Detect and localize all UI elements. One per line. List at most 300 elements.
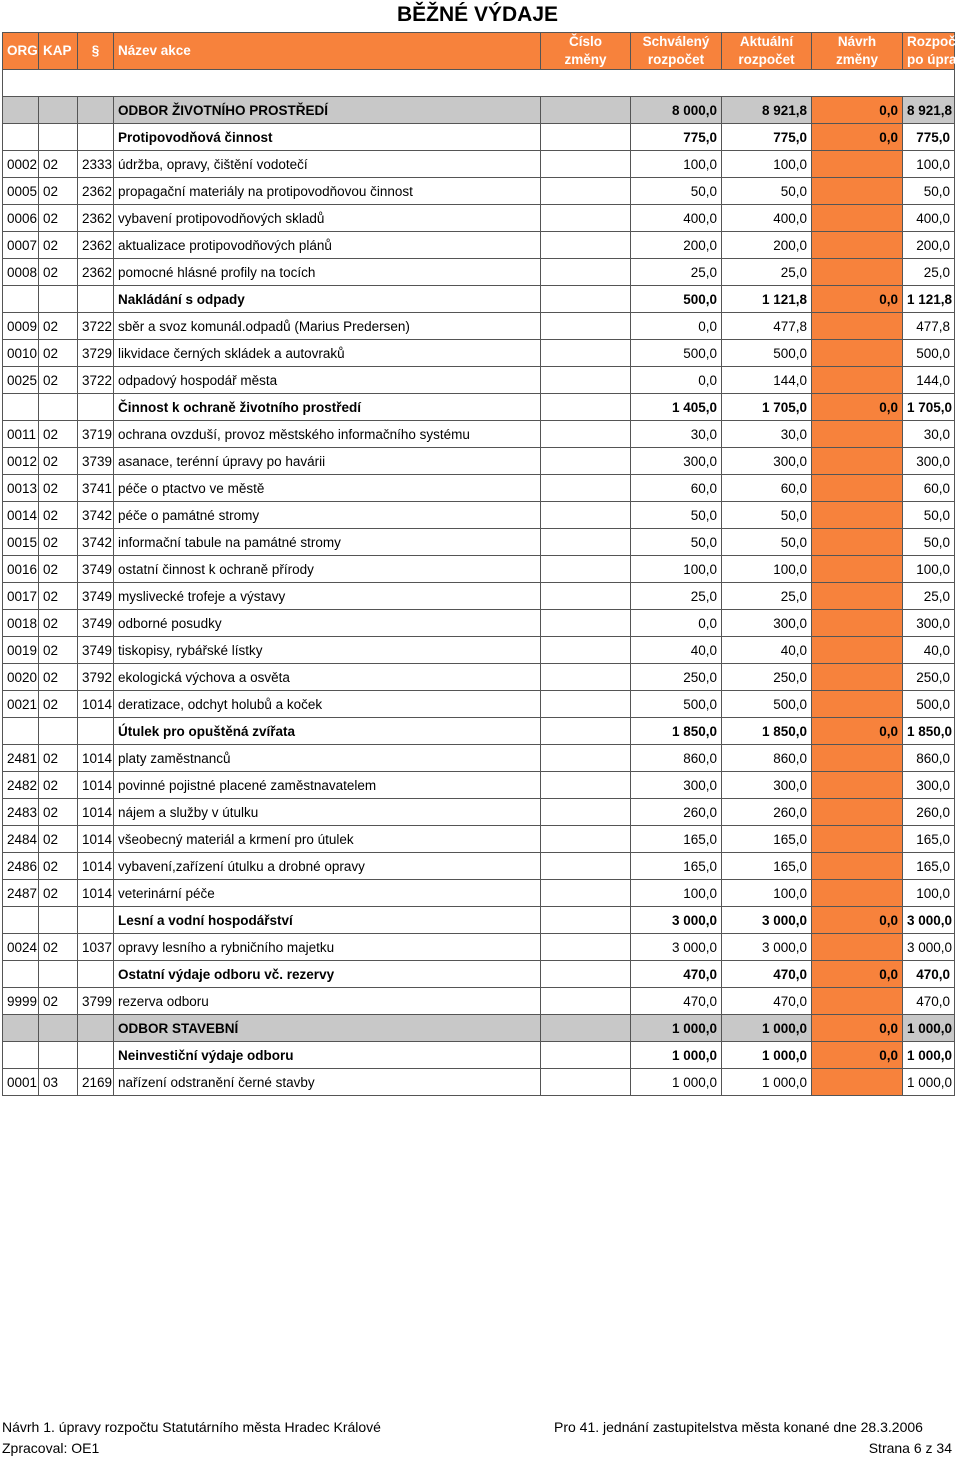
item-name-cell: všeobecný materiál a krmení pro útulek	[114, 826, 541, 853]
current-budget-cell: 470,0	[722, 961, 812, 988]
adjusted-budget-cell: 50,0	[903, 502, 955, 529]
paragraph-cell: 2333	[78, 151, 114, 178]
approved-budget-cell: 200,0	[631, 232, 722, 259]
current-budget-cell: 1 000,0	[722, 1042, 812, 1069]
current-budget-cell: 260,0	[722, 799, 812, 826]
adjusted-budget-cell: 8 921,8	[903, 97, 955, 124]
org-cell: 0010	[3, 340, 39, 367]
current-budget-cell: 165,0	[722, 853, 812, 880]
header-adjusted-budget: Rozpočet po úpravě	[903, 33, 955, 70]
approved-budget-cell: 165,0	[631, 826, 722, 853]
proposed-change-cell: 0,0	[812, 961, 903, 988]
proposed-change-cell: 0,0	[812, 286, 903, 313]
current-budget-cell: 30,0	[722, 421, 812, 448]
paragraph-cell: 3739	[78, 448, 114, 475]
change-number-cell	[541, 151, 631, 178]
approved-budget-cell: 0,0	[631, 367, 722, 394]
item-name-cell: likvidace černých skládek a autovraků	[114, 340, 541, 367]
adjusted-budget-cell: 1 121,8	[903, 286, 955, 313]
paragraph-cell: 3749	[78, 637, 114, 664]
change-number-cell	[541, 232, 631, 259]
paragraph-cell: 3722	[78, 313, 114, 340]
paragraph-cell: 3729	[78, 340, 114, 367]
proposed-change-cell	[812, 421, 903, 448]
footer-author: Zpracoval: OE1	[2, 1440, 100, 1456]
proposed-change-cell	[812, 799, 903, 826]
adjusted-budget-cell: 25,0	[903, 583, 955, 610]
adjusted-budget-cell: 1 000,0	[903, 1015, 955, 1042]
org-cell: 0007	[3, 232, 39, 259]
proposed-change-cell	[812, 340, 903, 367]
org-cell: 0011	[3, 421, 39, 448]
department-name-cell: ODBOR ŽIVOTNÍHO PROSTŘEDÍ	[114, 97, 541, 124]
table-row	[3, 610, 955, 637]
header-proposed-change: Návrh změny	[812, 33, 903, 70]
adjusted-budget-cell: 30,0	[903, 421, 955, 448]
org-cell: 0015	[3, 529, 39, 556]
change-number-cell	[541, 772, 631, 799]
item-name-cell: asanace, terénní úpravy po havárii	[114, 448, 541, 475]
section-name-cell: Útulek pro opuštěná zvířata	[114, 718, 541, 745]
kap-cell: 02	[39, 556, 78, 583]
table-row	[3, 367, 955, 394]
item-name-cell: ostatní činnost k ochraně přírody	[114, 556, 541, 583]
proposed-change-cell	[812, 529, 903, 556]
org-cell: 0013	[3, 475, 39, 502]
approved-budget-cell: 30,0	[631, 421, 722, 448]
kap-cell	[39, 97, 78, 124]
org-cell: 0012	[3, 448, 39, 475]
page-title: BĚŽNÉ VÝDAJE	[396, 3, 559, 26]
item-name-cell: vybavení,zařízení útulku a drobné opravy	[114, 853, 541, 880]
paragraph-cell: 1014	[78, 691, 114, 718]
table-row	[3, 691, 955, 718]
approved-budget-cell: 500,0	[631, 340, 722, 367]
adjusted-budget-cell: 1 705,0	[903, 394, 955, 421]
current-budget-cell: 1 000,0	[722, 1069, 812, 1096]
change-number-cell	[541, 556, 631, 583]
table-row	[3, 340, 955, 367]
change-number-cell	[541, 286, 631, 313]
current-budget-cell: 1 850,0	[722, 718, 812, 745]
paragraph-cell: 3722	[78, 367, 114, 394]
approved-budget-cell: 40,0	[631, 637, 722, 664]
paragraph-cell	[78, 286, 114, 313]
proposed-change-cell: 0,0	[812, 718, 903, 745]
table-row	[3, 259, 955, 286]
table-row	[3, 313, 955, 340]
paragraph-cell: 1014	[78, 853, 114, 880]
proposed-change-cell: 0,0	[812, 1042, 903, 1069]
kap-cell: 03	[39, 1069, 78, 1096]
change-number-cell	[541, 367, 631, 394]
item-name-cell: ochrana ovzduší, provoz městského informačního systému	[114, 421, 541, 448]
kap-cell: 02	[39, 178, 78, 205]
paragraph-cell: 3741	[78, 475, 114, 502]
change-number-cell	[541, 961, 631, 988]
adjusted-budget-cell: 300,0	[903, 772, 955, 799]
kap-cell: 02	[39, 664, 78, 691]
adjusted-budget-cell: 50,0	[903, 529, 955, 556]
kap-cell: 02	[39, 259, 78, 286]
adjusted-budget-cell: 470,0	[903, 961, 955, 988]
kap-cell	[39, 1042, 78, 1069]
adjusted-budget-cell: 100,0	[903, 151, 955, 178]
change-number-cell	[541, 988, 631, 1015]
current-budget-cell: 400,0	[722, 205, 812, 232]
org-cell	[3, 718, 39, 745]
approved-budget-cell: 775,0	[631, 124, 722, 151]
adjusted-budget-cell: 165,0	[903, 826, 955, 853]
kap-cell: 02	[39, 610, 78, 637]
current-budget-cell: 1 121,8	[722, 286, 812, 313]
paragraph-cell	[78, 718, 114, 745]
adjusted-budget-cell: 200,0	[903, 232, 955, 259]
kap-cell	[39, 718, 78, 745]
change-number-cell	[541, 475, 631, 502]
proposed-change-cell	[812, 151, 903, 178]
paragraph-cell: 2169	[78, 1069, 114, 1096]
table-row	[3, 799, 955, 826]
paragraph-cell: 1014	[78, 826, 114, 853]
section-name-cell: Nakládání s odpady	[114, 286, 541, 313]
approved-budget-cell: 100,0	[631, 556, 722, 583]
approved-budget-cell: 1 405,0	[631, 394, 722, 421]
kap-cell: 02	[39, 880, 78, 907]
paragraph-cell: 3749	[78, 610, 114, 637]
org-cell: 2486	[3, 853, 39, 880]
adjusted-budget-cell: 260,0	[903, 799, 955, 826]
section-name-cell: Lesní a vodní hospodářství	[114, 907, 541, 934]
change-number-cell	[541, 448, 631, 475]
paragraph-cell	[78, 1042, 114, 1069]
current-budget-cell: 300,0	[722, 610, 812, 637]
org-cell: 2484	[3, 826, 39, 853]
kap-cell: 02	[39, 853, 78, 880]
current-budget-cell: 470,0	[722, 988, 812, 1015]
kap-cell: 02	[39, 637, 78, 664]
paragraph-cell	[78, 394, 114, 421]
paragraph-cell	[78, 124, 114, 151]
approved-budget-cell: 0,0	[631, 610, 722, 637]
section-name-cell: Činnost k ochraně životního prostředí	[114, 394, 541, 421]
table-row	[3, 664, 955, 691]
paragraph-cell: 3749	[78, 556, 114, 583]
adjusted-budget-cell: 250,0	[903, 664, 955, 691]
current-budget-cell: 165,0	[722, 826, 812, 853]
item-name-cell: myslivecké trofeje a výstavy	[114, 583, 541, 610]
kap-cell: 02	[39, 313, 78, 340]
approved-budget-cell: 470,0	[631, 988, 722, 1015]
kap-cell: 02	[39, 151, 78, 178]
paragraph-cell: 1014	[78, 772, 114, 799]
adjusted-budget-cell: 3 000,0	[903, 907, 955, 934]
kap-cell	[39, 286, 78, 313]
item-name-cell: ekologická výchova a osvěta	[114, 664, 541, 691]
org-cell: 0017	[3, 583, 39, 610]
proposed-change-cell	[812, 880, 903, 907]
header-paragraph	[78, 33, 114, 70]
item-name-cell: propagační materiály na protipovodňovou činnost	[114, 178, 541, 205]
paragraph-cell: 2362	[78, 205, 114, 232]
kap-cell	[39, 124, 78, 151]
adjusted-budget-cell: 500,0	[903, 691, 955, 718]
section-row	[3, 1042, 955, 1069]
paragraph-cell: 3799	[78, 988, 114, 1015]
section-name-cell: Protipovodňová činnost	[114, 124, 541, 151]
paragraph-cell: 1037	[78, 934, 114, 961]
kap-cell	[39, 907, 78, 934]
approved-budget-cell: 470,0	[631, 961, 722, 988]
current-budget-cell: 500,0	[722, 691, 812, 718]
item-name-cell: odpadový hospodář města	[114, 367, 541, 394]
proposed-change-cell	[812, 232, 903, 259]
proposed-change-cell	[812, 475, 903, 502]
current-budget-cell: 3 000,0	[722, 934, 812, 961]
paragraph-cell: 3749	[78, 583, 114, 610]
kap-cell: 02	[39, 340, 78, 367]
adjusted-budget-cell: 60,0	[903, 475, 955, 502]
kap-cell: 02	[39, 745, 78, 772]
table-row	[3, 988, 955, 1015]
current-budget-cell: 477,8	[722, 313, 812, 340]
org-cell	[3, 394, 39, 421]
kap-cell: 02	[39, 772, 78, 799]
table-row	[3, 151, 955, 178]
approved-budget-cell: 300,0	[631, 448, 722, 475]
proposed-change-cell	[812, 664, 903, 691]
adjusted-budget-cell: 300,0	[903, 448, 955, 475]
adjusted-budget-cell: 500,0	[903, 340, 955, 367]
proposed-change-cell: 0,0	[812, 97, 903, 124]
approved-budget-cell: 60,0	[631, 475, 722, 502]
proposed-change-cell: 0,0	[812, 907, 903, 934]
proposed-change-cell	[812, 772, 903, 799]
adjusted-budget-cell: 165,0	[903, 853, 955, 880]
change-number-cell	[541, 313, 631, 340]
adjusted-budget-cell: 50,0	[903, 178, 955, 205]
adjusted-budget-cell: 3 000,0	[903, 934, 955, 961]
item-name-cell: rezerva odboru	[114, 988, 541, 1015]
current-budget-cell: 1 000,0	[722, 1015, 812, 1042]
change-number-cell	[541, 178, 631, 205]
approved-budget-cell: 50,0	[631, 178, 722, 205]
paragraph-cell: 3742	[78, 502, 114, 529]
table-row	[3, 1069, 955, 1096]
approved-budget-cell: 100,0	[631, 880, 722, 907]
table-row	[3, 583, 955, 610]
item-name-cell: veterinární péče	[114, 880, 541, 907]
current-budget-cell: 50,0	[722, 529, 812, 556]
adjusted-budget-cell: 1 000,0	[903, 1069, 955, 1096]
change-number-cell	[541, 1015, 631, 1042]
change-number-cell	[541, 691, 631, 718]
current-budget-cell: 60,0	[722, 475, 812, 502]
kap-cell: 02	[39, 826, 78, 853]
section-row	[3, 394, 955, 421]
current-budget-cell: 200,0	[722, 232, 812, 259]
table-row	[3, 232, 955, 259]
department-row	[3, 97, 955, 124]
org-cell: 2487	[3, 880, 39, 907]
proposed-change-cell: 0,0	[812, 124, 903, 151]
kap-cell	[39, 394, 78, 421]
proposed-change-cell	[812, 853, 903, 880]
table-row	[3, 745, 955, 772]
item-name-cell: deratizace, odchyt holubů a koček	[114, 691, 541, 718]
table-row	[3, 448, 955, 475]
org-cell: 0014	[3, 502, 39, 529]
current-budget-cell: 300,0	[722, 772, 812, 799]
kap-cell: 02	[39, 691, 78, 718]
change-number-cell	[541, 1069, 631, 1096]
approved-budget-cell: 0,0	[631, 313, 722, 340]
header-kap: KAP	[39, 33, 78, 70]
table-row	[3, 178, 955, 205]
table-row	[3, 880, 955, 907]
kap-cell: 02	[39, 205, 78, 232]
item-name-cell: opravy lesního a rybničního majetku	[114, 934, 541, 961]
header-current-budget: Aktuální rozpočet	[722, 33, 812, 70]
adjusted-budget-cell: 775,0	[903, 124, 955, 151]
org-cell: 0024	[3, 934, 39, 961]
change-number-cell	[541, 799, 631, 826]
approved-budget-cell: 260,0	[631, 799, 722, 826]
department-name-cell: ODBOR STAVEBNÍ	[114, 1015, 541, 1042]
adjusted-budget-cell: 860,0	[903, 745, 955, 772]
item-name-cell: sběr a svoz komunál.odpadů (Marius Predersen)	[114, 313, 541, 340]
paragraph-cell: 3742	[78, 529, 114, 556]
approved-budget-cell: 100,0	[631, 151, 722, 178]
current-budget-cell: 50,0	[722, 178, 812, 205]
change-number-cell	[541, 529, 631, 556]
table-row	[3, 475, 955, 502]
paragraph-cell: 1014	[78, 880, 114, 907]
adjusted-budget-cell: 470,0	[903, 988, 955, 1015]
budget-table	[2, 32, 972, 1096]
org-cell	[3, 124, 39, 151]
org-cell: 0002	[3, 151, 39, 178]
current-budget-cell: 8 921,8	[722, 97, 812, 124]
current-budget-cell: 25,0	[722, 583, 812, 610]
section-row	[3, 286, 955, 313]
org-cell: 0005	[3, 178, 39, 205]
org-cell	[3, 1015, 39, 1042]
paragraph-cell	[78, 1015, 114, 1042]
current-budget-cell: 100,0	[722, 556, 812, 583]
table-row	[3, 421, 955, 448]
proposed-change-cell	[812, 259, 903, 286]
footer-page-number: Strana 6 z 34	[868, 1440, 952, 1456]
change-number-cell	[541, 826, 631, 853]
current-budget-cell: 25,0	[722, 259, 812, 286]
approved-budget-cell: 165,0	[631, 853, 722, 880]
current-budget-cell: 50,0	[722, 502, 812, 529]
paragraph-cell	[78, 97, 114, 124]
kap-cell: 02	[39, 529, 78, 556]
paragraph-cell: 3719	[78, 421, 114, 448]
approved-budget-cell: 50,0	[631, 502, 722, 529]
adjusted-budget-cell: 477,8	[903, 313, 955, 340]
current-budget-cell: 250,0	[722, 664, 812, 691]
proposed-change-cell	[812, 205, 903, 232]
org-cell	[3, 1042, 39, 1069]
proposed-change-cell	[812, 367, 903, 394]
paragraph-cell	[78, 961, 114, 988]
org-cell: 9999	[3, 988, 39, 1015]
header-change-number: Číslo změny	[541, 33, 631, 70]
approved-budget-cell: 50,0	[631, 529, 722, 556]
item-name-cell: tiskopisy, rybářské lístky	[114, 637, 541, 664]
table-row	[3, 934, 955, 961]
org-cell: 0008	[3, 259, 39, 286]
table-row	[3, 529, 955, 556]
proposed-change-cell	[812, 610, 903, 637]
change-number-cell	[541, 502, 631, 529]
item-name-cell: péče o ptactvo ve městě	[114, 475, 541, 502]
org-cell	[3, 286, 39, 313]
table-row	[3, 637, 955, 664]
org-cell: 0019	[3, 637, 39, 664]
paragraph-cell: 1014	[78, 745, 114, 772]
proposed-change-cell	[812, 1069, 903, 1096]
org-cell	[3, 961, 39, 988]
change-number-cell	[541, 637, 631, 664]
org-cell: 0001	[3, 1069, 39, 1096]
change-number-cell	[541, 97, 631, 124]
item-name-cell: platy zaměstnanců	[114, 745, 541, 772]
adjusted-budget-cell: 25,0	[903, 259, 955, 286]
section-row	[3, 718, 955, 745]
proposed-change-cell	[812, 745, 903, 772]
change-number-cell	[541, 1042, 631, 1069]
kap-cell: 02	[39, 475, 78, 502]
approved-budget-cell: 300,0	[631, 772, 722, 799]
item-name-cell: vybavení protipovodňových skladů	[114, 205, 541, 232]
paragraph-cell: 3792	[78, 664, 114, 691]
adjusted-budget-cell: 40,0	[903, 637, 955, 664]
approved-budget-cell: 400,0	[631, 205, 722, 232]
approved-budget-cell: 250,0	[631, 664, 722, 691]
item-name-cell: aktualizace protipovodňových plánů	[114, 232, 541, 259]
kap-cell: 02	[39, 934, 78, 961]
change-number-cell	[541, 718, 631, 745]
current-budget-cell: 500,0	[722, 340, 812, 367]
approved-budget-cell: 8 000,0	[631, 97, 722, 124]
section-name-cell: Ostatní výdaje odboru vč. rezervy	[114, 961, 541, 988]
paragraph-cell	[78, 907, 114, 934]
approved-budget-cell: 500,0	[631, 691, 722, 718]
proposed-change-cell	[812, 502, 903, 529]
current-budget-cell: 300,0	[722, 448, 812, 475]
current-budget-cell: 3 000,0	[722, 907, 812, 934]
proposed-change-cell	[812, 988, 903, 1015]
org-cell: 0018	[3, 610, 39, 637]
proposed-change-cell	[812, 691, 903, 718]
current-budget-cell: 100,0	[722, 880, 812, 907]
section-name-cell: Neinvestiční výdaje odboru	[114, 1042, 541, 1069]
change-number-cell	[541, 907, 631, 934]
footer-document-title: Návrh 1. úpravy rozpočtu Statutárního města Hradec Králové	[2, 1419, 381, 1435]
change-number-cell	[541, 610, 631, 637]
proposed-change-cell	[812, 178, 903, 205]
table-row	[3, 556, 955, 583]
org-cell	[3, 97, 39, 124]
kap-cell: 02	[39, 502, 78, 529]
paragraph-icon: §	[91, 43, 100, 58]
change-number-cell	[541, 664, 631, 691]
approved-budget-cell: 1 000,0	[631, 1069, 722, 1096]
